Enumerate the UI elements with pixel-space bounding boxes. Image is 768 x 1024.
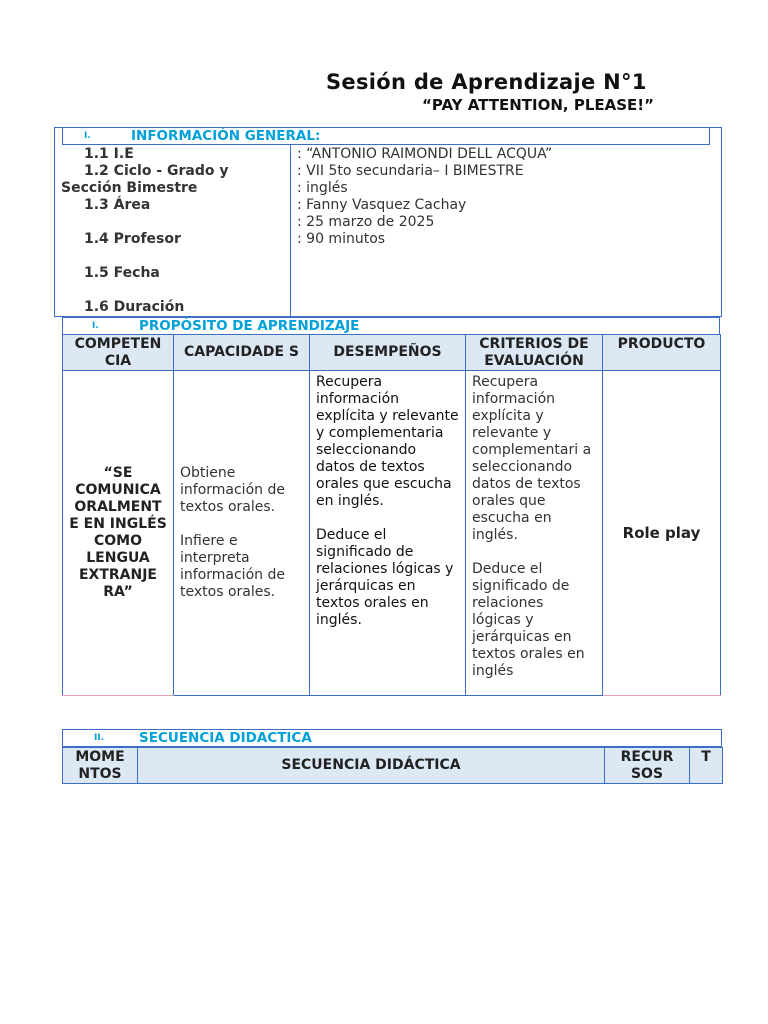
general-info-divider: [290, 145, 291, 317]
general-label-ciclo-cont: Sección Bimestre: [61, 180, 198, 196]
sequence-table: [62, 747, 723, 784]
general-value-ciclo: : VII 5to secundaria– I BIMESTRE: [297, 163, 524, 179]
cell-producto: Role play: [603, 371, 721, 696]
general-label-area: 1.3 Área: [84, 197, 151, 213]
header-competencia: COMPETEN CIA: [63, 335, 174, 371]
sequence-header-row: [63, 748, 723, 784]
page-subtitle: “PAY ATTENTION, PLEASE!”: [422, 96, 654, 114]
sequence-heading: [62, 729, 722, 747]
cell-criterios: [466, 371, 603, 696]
general-value-duracion: : 90 minutos: [297, 231, 386, 247]
general-value-fecha: : 25 marzo de 2025: [297, 214, 435, 230]
cell-competencia: “SE COMUNICA ORALMENT E EN INGLÉS COMO LENGUA EXTRANJE RA”: [63, 371, 174, 696]
section-number: I.: [92, 321, 99, 331]
section-title: SECUENCIA DIDACTICA: [139, 730, 312, 746]
purpose-heading: [62, 317, 720, 335]
header-desempenos: DESEMPEÑOS: [310, 335, 466, 371]
criterio-item: Recupera información explícita y relevante y complementari a seleccionando datos de textos orales que escucha en inglés.: [472, 374, 592, 543]
desempeno-item: Recupera información explícita y relevante y complementaria seleccionando datos de textos orales que escucha en inglés.: [316, 374, 459, 509]
desempeno-item: Deduce el significado de relaciones lógicas y jerárquicas en textos orales en inglés.: [316, 527, 454, 628]
purpose-content-row: [63, 371, 721, 696]
header-capacidades: CAPACIDADE S: [174, 335, 310, 371]
purpose-header-row: [63, 335, 721, 371]
general-label-ciclo: 1.2 Ciclo - Grado y: [84, 163, 229, 179]
general-label-duracion: 1.6 Duración: [84, 299, 185, 315]
general-label-profesor: 1.4 Profesor: [84, 231, 181, 247]
general-info-heading: [62, 127, 710, 145]
general-value-profesor: : Fanny Vasquez Cachay: [297, 197, 467, 213]
header-momentos: MOME NTOS: [63, 748, 138, 784]
header-tiempo: T: [690, 748, 723, 784]
section-title: PROPÓSITO DE APRENDIZAJE: [139, 318, 360, 334]
header-producto: PRODUCTO: [603, 335, 721, 371]
purpose-table: [62, 334, 721, 696]
cell-capacidades: [174, 371, 310, 696]
section-number: I.: [84, 131, 91, 141]
header-recursos: RECUR SOS: [605, 748, 690, 784]
general-label-fecha: 1.5 Fecha: [84, 265, 160, 281]
general-value-area: : inglés: [297, 180, 348, 196]
criterio-item: Deduce el significado de relaciones lógicas y jerárquicas en textos orales en inglés: [472, 561, 585, 679]
general-label-ie: 1.1 I.E: [84, 146, 134, 162]
cell-desempenos: [310, 371, 466, 696]
section-title: INFORMACIÓN GENERAL:: [131, 128, 321, 144]
general-value-ie: : “ANTONIO RAIMONDI DELL ACQUA”: [297, 146, 553, 162]
section-number: II.: [94, 733, 105, 743]
capacidad-item: Infiere e interpreta información de textos orales.: [180, 533, 285, 600]
header-secuencia: SECUENCIA DIDÁCTICA: [138, 748, 605, 784]
capacidad-item: Obtiene información de textos orales.: [180, 465, 285, 515]
page-title: Sesión de Aprendizaje N°1: [326, 70, 647, 94]
header-criterios: CRITERIOS DE EVALUACIÓN: [466, 335, 603, 371]
